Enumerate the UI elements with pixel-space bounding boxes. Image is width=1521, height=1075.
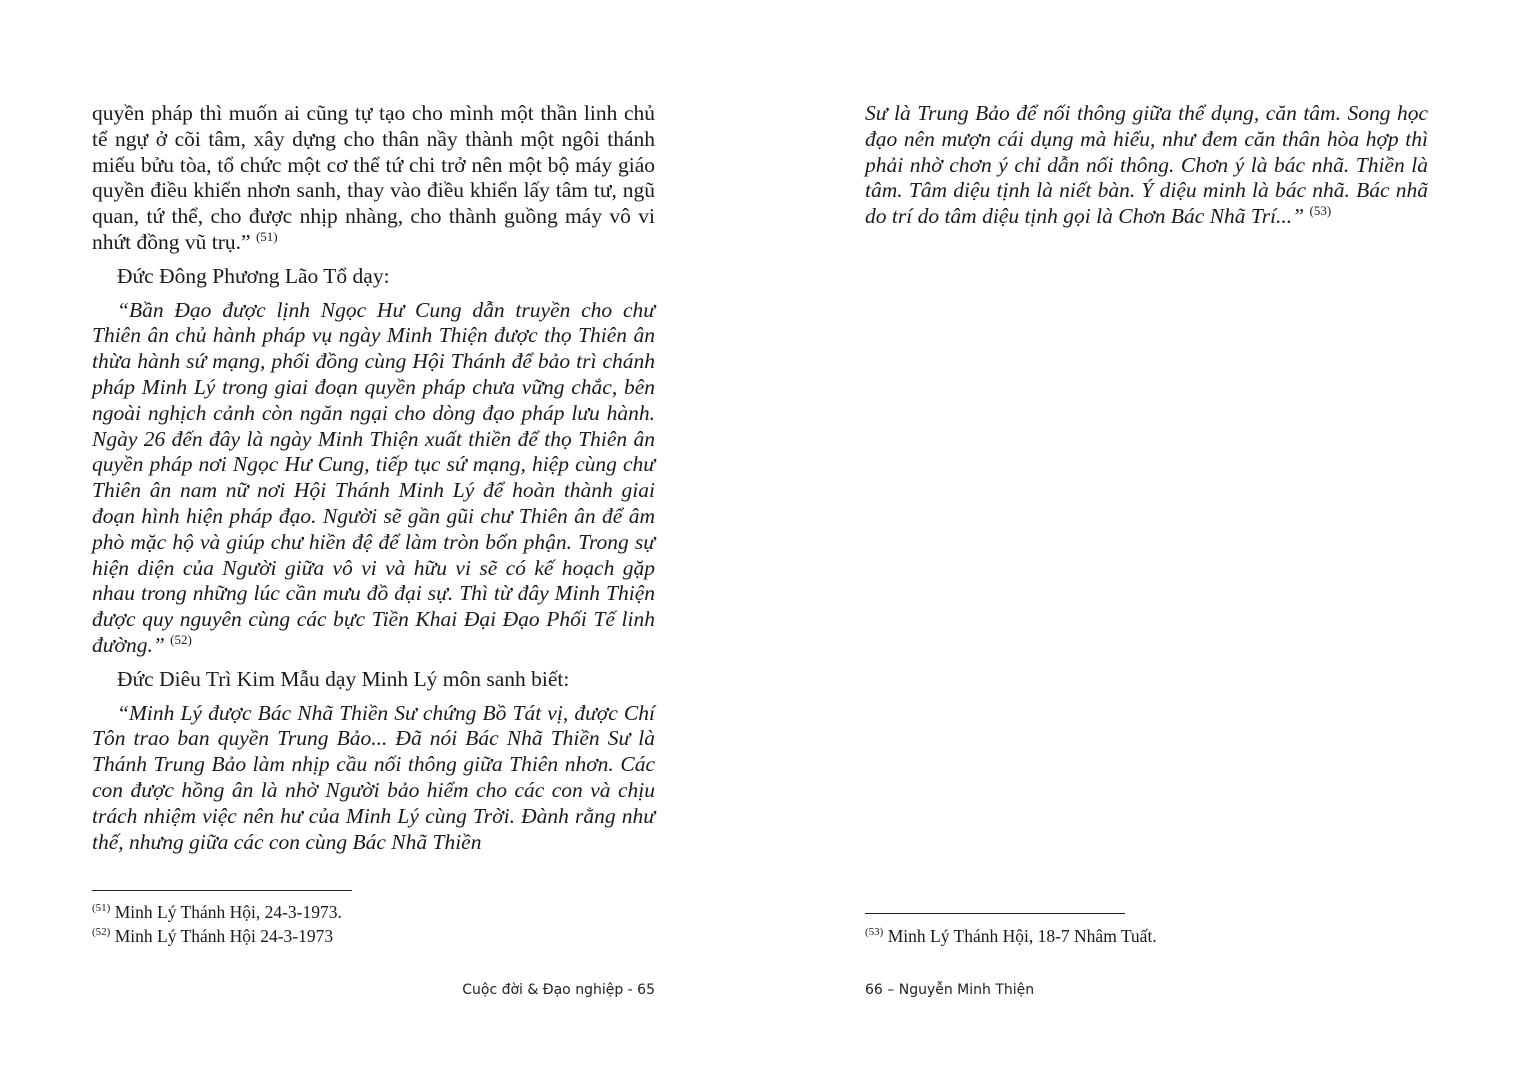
- paragraph: [865, 101, 1428, 230]
- footnote-51: [92, 900, 655, 924]
- footnote-text: Minh Lý Thánh Hội, 18-7 Nhâm Tuất.: [887, 926, 1157, 946]
- right-footnote-rule: [865, 913, 1125, 914]
- footnote-ref: (53): [1309, 203, 1332, 219]
- left-running-footer: Cuộc đời & Đạo nghiệp - 65: [462, 982, 655, 998]
- footnote-ref: (52): [170, 631, 192, 647]
- left-footnote-rule: [92, 890, 352, 891]
- quoted-text: “Bần Đạo được lịnh Ngọc Hư Cung dẫn truyền cho chư Thiên ân chủ hành pháp vụ ngày Minh Thiện được thọ Thiên ân thừa hành sứ mạng, phối đồng cùng Hội Thánh để bảo trì chánh pháp Minh Lý trong giai đoạn quyền pháp chưa vững chắc, bên ngoài nghịch cảnh còn ngăn ngại cho dòng đạo pháp lưu hành. Ngày 26 đến đây là ngày Minh Thiện xuất thiền để thọ Thiên ân quyền pháp nơi Ngọc Hư Cung, tiếp tục sứ mạng, hiệp cùng chư Thiên ân nam nữ nơi Hội Thánh Minh Lý để hoàn thành giai đoạn hình hiện pháp đạo. Người sẽ gần gũi chư Thiên ân để âm phò mặc hộ và giúp chư hiền đệ để làm tròn bổn phận. Trong sự hiện diện của Người giữa vô vi và hữu vi sẽ có kế hoạch gặp nhau trong những lúc cần mưu đồ đại sự. Thì từ đây Minh Thiện được quy nguyên cùng các bực Tiền Khai Đại Đạo Phối Tế linh đường.”: [92, 297, 655, 657]
- footnote-number: (52): [92, 926, 111, 939]
- paragraph: [92, 264, 655, 290]
- footnote-text: Minh Lý Thánh Hội, 24-3-1973.: [114, 902, 342, 922]
- right-page-body: [865, 101, 1428, 238]
- quoted-text: Sư là Trung Bảo để nối thông giữa thể dụng, căn tâm. Song học đạo nên mượn cái dụng mà hiểu, như đem căn thân hòa hợp thì phải nhờ chơn ý chỉ dẫn nối thông. Chơn ý là bác nhã. Thiền là tâm. Tâm diệu tịnh là niết bàn. Ý diệu minh là bác nhã. Bác nhã do trí do tâm diệu tịnh gọi là Chơn Bác Nhã Trí...”: [865, 101, 1428, 229]
- left-page: [92, 0, 655, 1075]
- footnote-52: [92, 924, 655, 948]
- footnote-number: (53): [865, 926, 884, 939]
- quoted-text: “Minh Lý được Bác Nhã Thiền Sư chứng Bồ Tát vị, được Chí Tôn trao ban quyền Trung Bảo... Đã nói Bác Nhã Thiền Sư là Thánh Trung Bảo làm nhịp cầu nối thông giữa Thiên nhơn. Các con được hồng ân là nhờ Người bảo hiểm cho các con và chịu trách nhiệm việc nên hư của Minh Lý cùng Trời. Đành rằng như thế, nhưng giữa các con cùng Bác Nhã Thiền: [92, 700, 655, 854]
- paragraph: [92, 101, 655, 256]
- body-text: Đức Diêu Trì Kim Mẫu dạy Minh Lý môn sanh biết:: [117, 666, 570, 691]
- right-footnotes: [865, 924, 1428, 948]
- footnote-text: Minh Lý Thánh Hội 24-3-1973: [114, 926, 334, 946]
- paragraph: [92, 701, 655, 856]
- right-running-footer: 66 – Nguyễn Minh Thiện: [865, 982, 1035, 998]
- body-text: Đức Đông Phương Lão Tổ dạy:: [117, 263, 390, 288]
- left-footnotes: [92, 900, 655, 948]
- paragraph: [92, 667, 655, 693]
- left-page-body: [92, 101, 655, 863]
- paragraph: [92, 298, 655, 659]
- footnote-ref: (51): [255, 228, 278, 244]
- right-page: [865, 0, 1428, 1075]
- footnote-53: [865, 924, 1428, 948]
- body-text: quyền pháp thì muốn ai cũng tự tạo cho mình một thần linh chủ tể ngự ở cõi tâm, xây dựng cho thân nầy thành một ngôi thánh miếu bửu tòa, tổ chức một cơ thể tứ chi trở nên một bộ máy giáo quyền điều khiển nhơn sanh, thay vào điều khiển lấy tâm tư, ngũ quan, tứ thể, cho được nhịp nhàng, cho thành guồng máy vô vi nhứt đồng vũ trụ.”: [92, 101, 655, 254]
- footnote-number: (51): [92, 902, 111, 915]
